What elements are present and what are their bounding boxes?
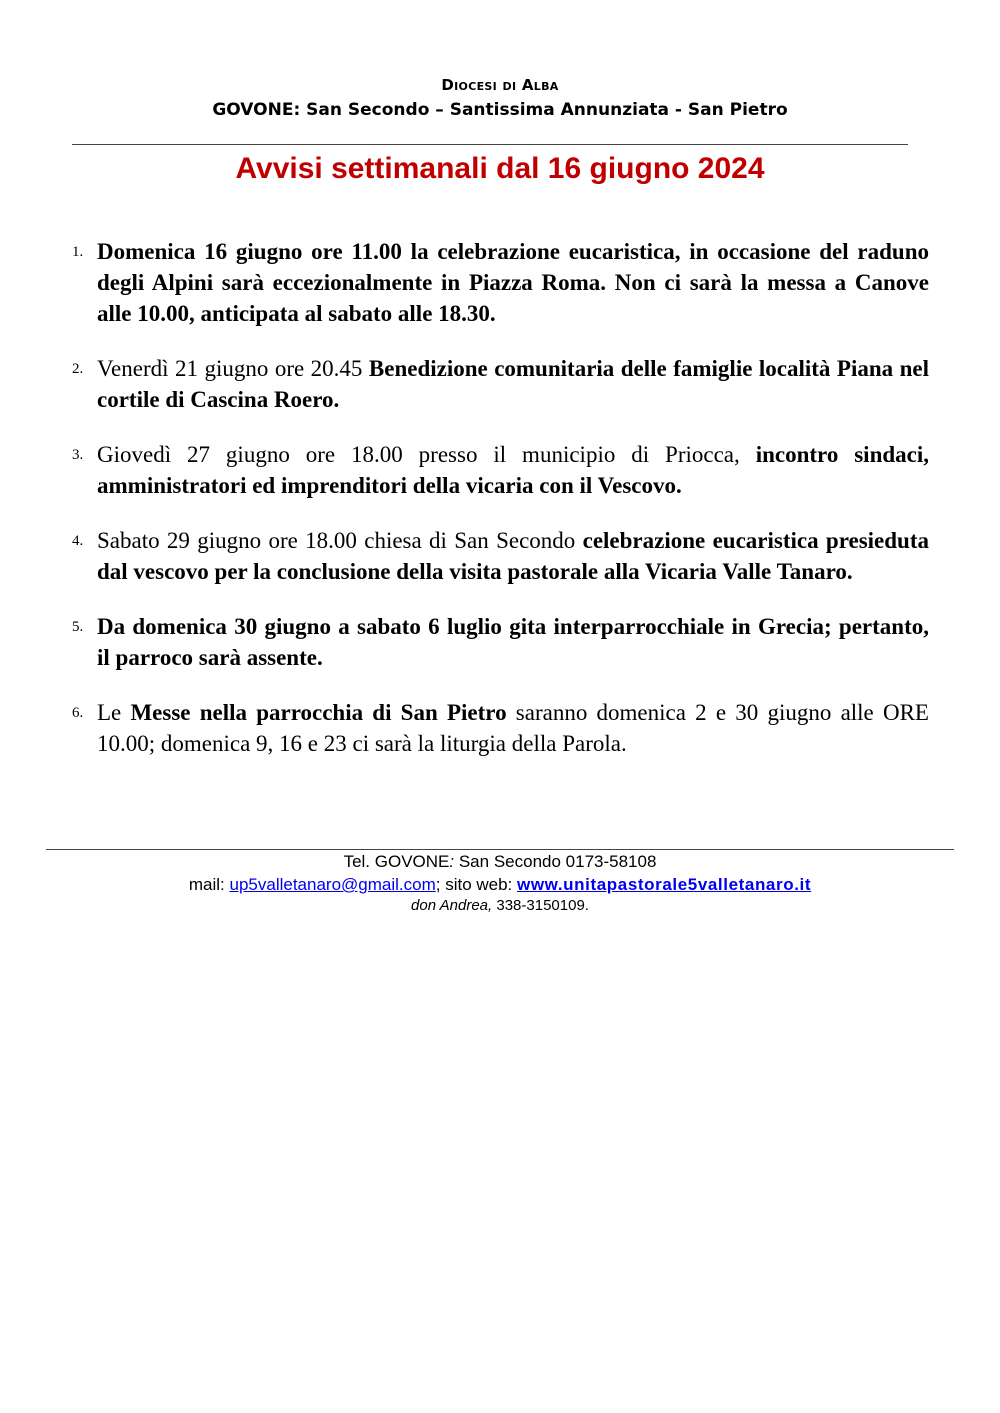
footer <box>0 850 1000 916</box>
notice-bold-text: celebrazione eucaristica presieduta dal vescovo per la conclusione della visita pastorale alla Vicaria Valle Tanaro. <box>97 528 929 584</box>
notice-item-3 <box>72 439 929 501</box>
footer-contact-phone: 338-3150109. <box>492 897 589 914</box>
notice-text: Giovedì 27 giugno ore 18.00 presso il municipio di Priocca, <box>97 442 756 467</box>
notice-text: Le <box>97 700 131 725</box>
header-diocese: Diocesi di Alba <box>441 76 559 94</box>
notice-bold-text: Messe nella parrocchia di San Pietro <box>130 700 507 725</box>
notices-list <box>72 236 929 783</box>
notice-item-1 <box>72 236 929 329</box>
footer-contact-line <box>0 873 1000 896</box>
top-divider <box>72 144 908 145</box>
footer-person-line <box>0 896 1000 916</box>
notice-number: 4. <box>72 533 84 549</box>
notice-bold-text: Domenica 16 giugno ore 11.00 la celebrazione eucaristica, in occasione del raduno degli Alpini sarà eccezionalmente in Piazza Roma. Non ci sarà la messa a Canove alle 10.00, anticipata al sabato alle 18.30. <box>97 239 929 326</box>
notice-text: Venerdì 21 giugno ore 20.45 <box>97 356 369 381</box>
website-link[interactable]: www.unitapastorale5valletanaro.it <box>517 875 812 894</box>
notice-bold-text: Da domenica 30 giugno a sabato 6 luglio gita interparrocchiale in Grecia; pertanto, il parroco sarà assente. <box>97 614 929 670</box>
footer-web-label: ; sito web: <box>435 875 518 894</box>
notice-text-after: saranno domenica 2 e 30 giugno alle ORE 10.00; domenica 9, 16 e 23 ci sarà la liturgia della Parola. <box>97 700 929 756</box>
notice-item-2 <box>72 353 929 415</box>
page-title: Avvisi settimanali dal 16 giugno 2024 <box>235 152 765 185</box>
footer-tel-colon: : <box>449 852 455 871</box>
email-link[interactable]: up5valletanaro@gmail.com <box>229 875 436 894</box>
footer-mail-label: mail: <box>188 875 230 894</box>
notice-number: 2. <box>72 361 84 377</box>
notice-item-4 <box>72 525 929 587</box>
notice-number: 5. <box>72 619 84 635</box>
notice-item-6 <box>72 697 929 759</box>
footer-tel-rest: San Secondo 0173-58108 <box>454 852 657 871</box>
notice-item-5 <box>72 611 929 673</box>
notice-number: 3. <box>72 447 84 463</box>
notice-bold-text: Benedizione comunitaria delle famiglie località Piana nel cortile di Cascina Roero. <box>97 356 929 412</box>
notice-bold-text: incontro sindaci, amministratori ed imprenditori della vicaria con il Vescovo. <box>97 442 930 498</box>
notice-text: Sabato 29 giugno ore 18.00 chiesa di San Secondo <box>97 528 583 553</box>
notice-number: 6. <box>72 705 84 721</box>
footer-contact-name: don Andrea, <box>411 897 493 914</box>
footer-phone-line <box>0 850 1000 873</box>
footer-tel-prefix: Tel. GOVONE <box>343 852 450 871</box>
notice-number: 1. <box>72 244 84 260</box>
header-parishes: GOVONE: San Secondo – Santissima Annunziata - San Pietro <box>212 100 788 120</box>
